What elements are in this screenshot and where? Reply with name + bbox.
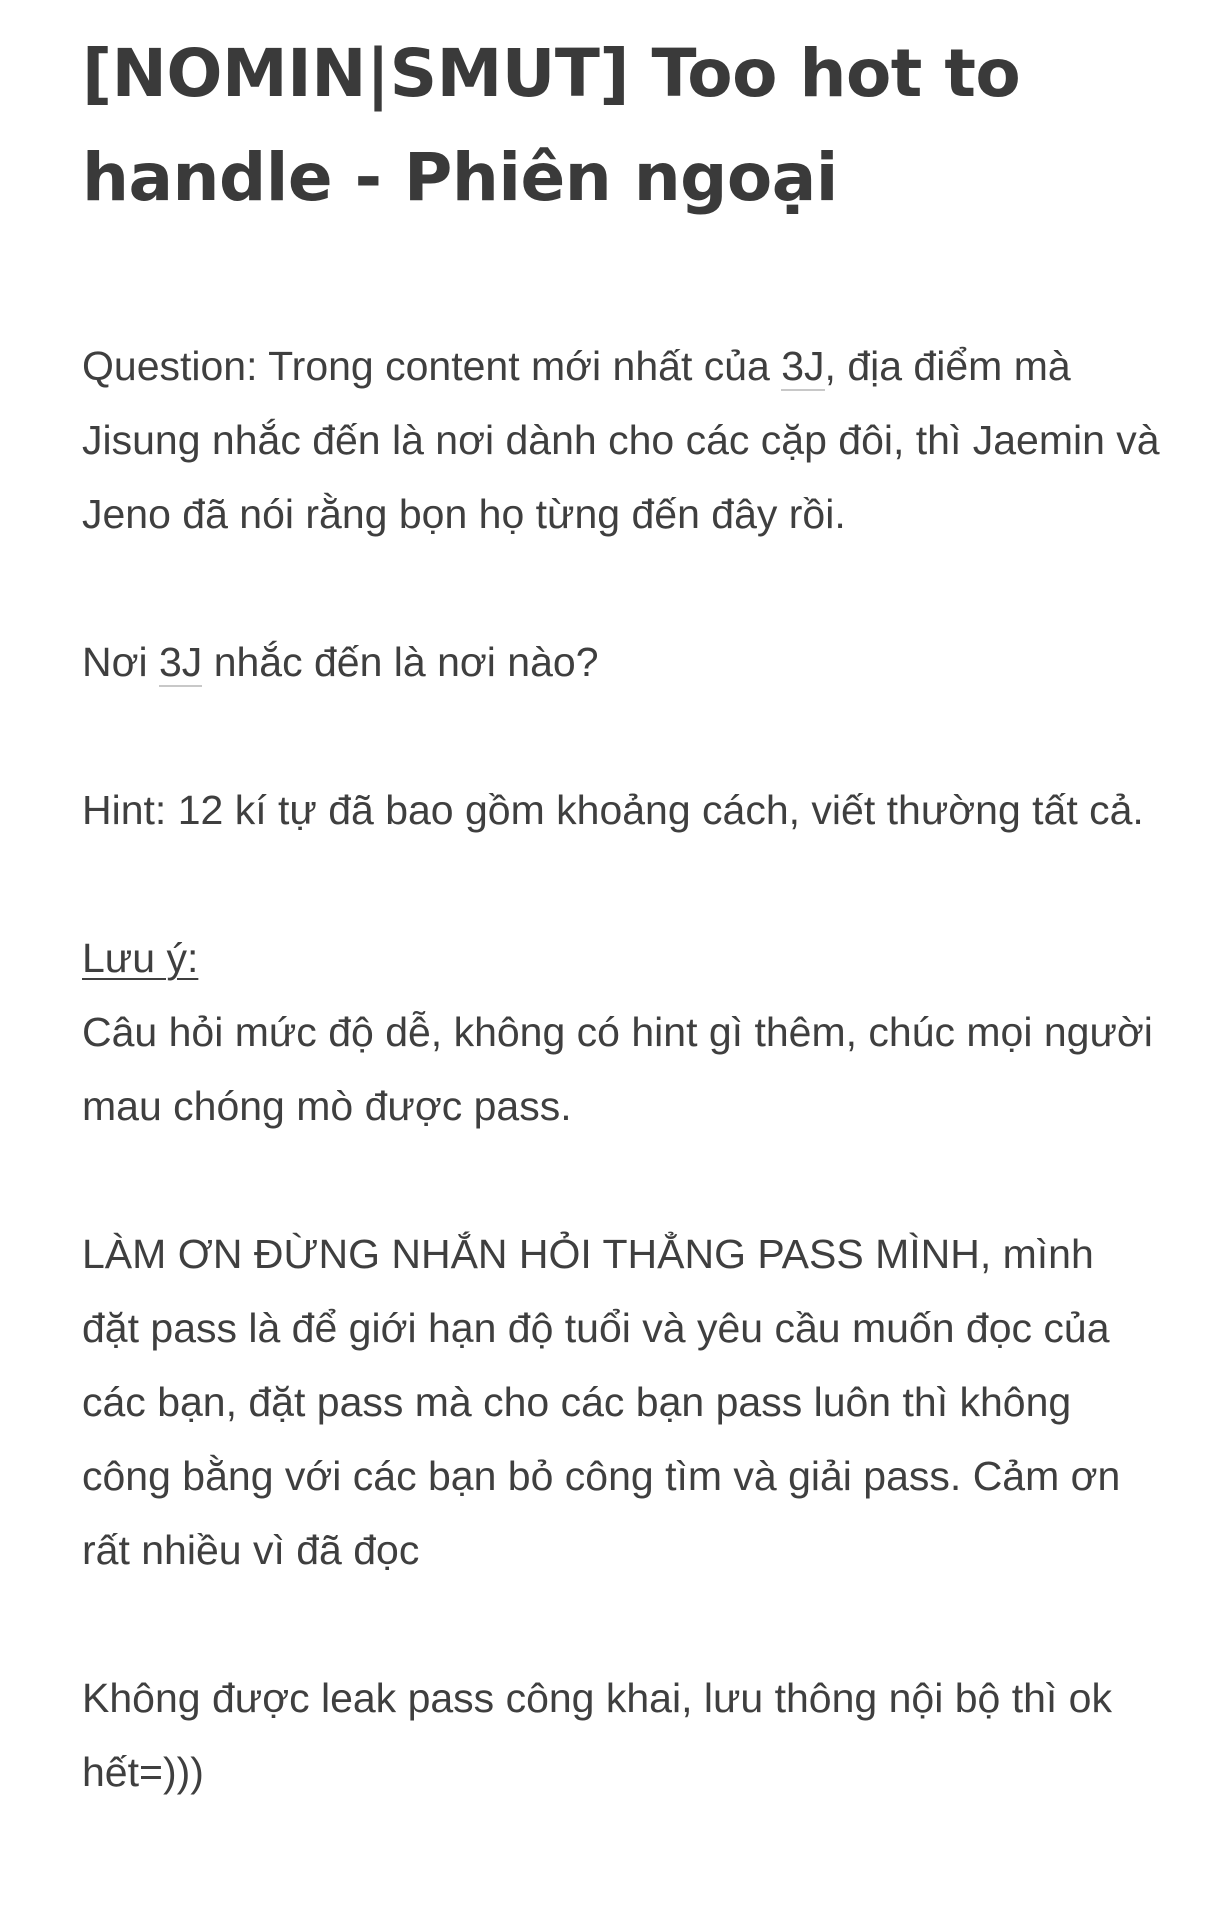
3j-link[interactable]: 3J <box>781 343 825 389</box>
post-title: [NOMIN|SMUT] Too hot to handle - Phiên ngoại <box>82 35 1021 216</box>
post-content <box>82 22 1162 1809</box>
question-text-end: , địa điểm mà Jisung nhắc đến là nơi dành cho các cặp đôi, thì Jaemin và Jeno đã nói rằng bọn họ từng đến đây rồi. <box>82 343 1160 537</box>
note-paragraph: Câu hỏi mức độ dễ, không có hint gì thêm, chúc mọi người mau chóng mò được pass. <box>82 1009 1153 1129</box>
where-text-end: nhắc đến là nơi nào? <box>202 639 599 685</box>
question-paragraph <box>82 329 1162 551</box>
where-paragraph <box>82 625 1162 699</box>
plea-paragraph: LÀM ƠN ĐỪNG NHẮN HỎI THẲNG PASS MÌNH, mình đặt pass là để giới hạn độ tuổi và yêu cầu muốn đọc của các bạn, đặt pass mà cho các bạn pass luôn thì không công bằng với các bạn bỏ công tìm và giải pass. Cảm ơn rất nhiều vì đã đọc <box>82 1231 1121 1573</box>
note-label <box>82 921 1162 995</box>
question-text-start: Question: Trong content mới nhất của <box>82 343 782 389</box>
leak-paragraph: Không được leak pass công khai, lưu thông nội bộ thì ok hết=))) <box>82 1675 1112 1795</box>
note-label-text: Lưu ý: <box>82 935 199 981</box>
hint-paragraph: Hint: 12 kí tự đã bao gồm khoảng cách, viết thường tất cả. <box>82 787 1144 833</box>
3j-link-2[interactable]: 3J <box>159 639 203 685</box>
where-text-start: Nơi <box>82 639 159 685</box>
